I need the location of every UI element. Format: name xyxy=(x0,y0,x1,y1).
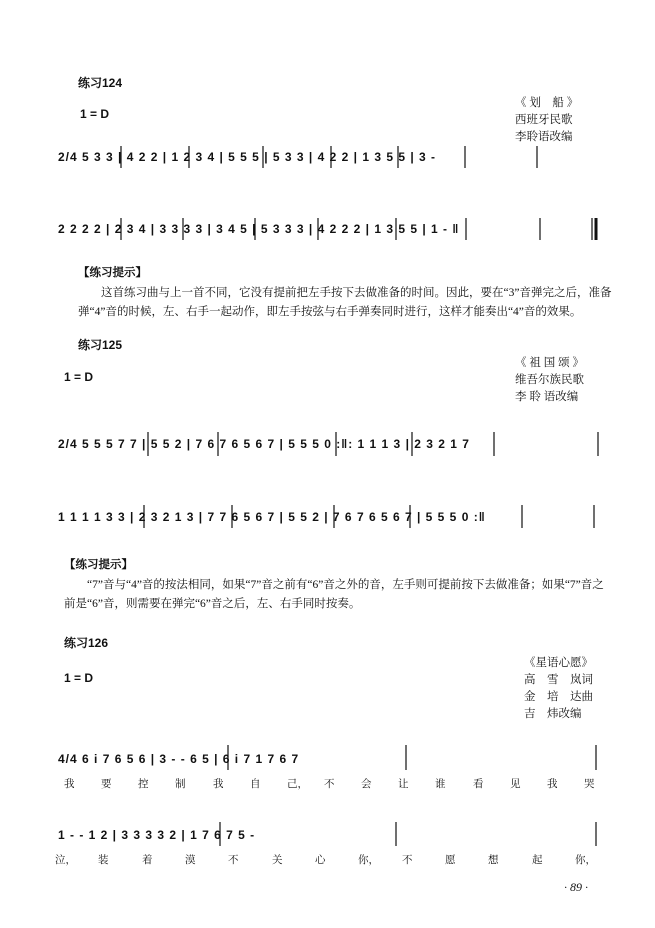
exercise-126-staff-line-1: 4/4 6 i 7 6 5 6 | 3 - - 6 5 | 6 i 7 1 7 6 7 xyxy=(58,752,300,766)
credit-arranger: 李聆语改编 xyxy=(515,131,573,143)
page-number: · 89 · xyxy=(564,880,588,894)
exercise-125-tips-heading: 【练习提示】 xyxy=(64,559,133,571)
lyric-syllable: 你， xyxy=(358,855,379,866)
lyric-syllable: 着 xyxy=(142,855,153,866)
credit-arranger: 吉 炜改编 xyxy=(524,708,582,720)
lyric-syllable: 己， xyxy=(287,779,308,790)
lyric-syllable: 哭 xyxy=(584,779,595,790)
lyric-syllable: 心 xyxy=(315,855,326,866)
exercise-125-staff-line-2: 1 1 1 1 3 3 | 2 3 2 1 3 | 7 7 6 5 6 7 | 5 5 2 | 7 6 7 6 5 6 7 | 5 5 5 0 :‖ xyxy=(58,510,486,524)
lyric-syllable: 我 xyxy=(547,779,558,790)
lyric-syllable: 不 xyxy=(324,779,335,790)
credit-origin: 西班牙民歌 xyxy=(515,114,573,126)
lyric-syllable: 控 xyxy=(138,779,149,790)
lyric-syllable: 想 xyxy=(488,855,499,866)
lyric-syllable: 会 xyxy=(361,779,372,790)
exercise-124-title: 练习124 xyxy=(78,76,123,90)
lyric-syllable: 不 xyxy=(402,855,413,866)
exercise-124-tips-text: 这首练习曲与上一首不同，它没有提前把左手按下去做准备的时间。因此，要在“3”音弹完之后，准备弹“4”音的时候，左、右手一起动作，即左手按弦与右手弹奏同时进行，这样才能奏出“4”音的效果。 xyxy=(78,287,612,318)
lyric-syllable: 关 xyxy=(272,855,283,866)
lyric-syllable: 愿 xyxy=(445,855,456,866)
lyric-syllable: 漠 xyxy=(185,855,196,866)
credit-title: 《 划 船 》 xyxy=(515,97,579,109)
lyric-syllable: 谁 xyxy=(435,779,446,790)
lyric-syllable: 泣， xyxy=(55,855,76,866)
exercise-126-staff-line-2: 1 - - 1 2 | 3 3 3 3 2 | 1 7 6 7 5 - xyxy=(58,828,256,842)
credit-title: 《星语心愿》 xyxy=(524,657,593,669)
exercise-125-staff-line-1: 2/4 5 5 5 7 7 | 5 5 2 | 7 6 7 6 5 6 7 | 5 5 5 0 :‖: 1 1 1 3 | 2 3 2 1 7 xyxy=(58,437,470,451)
exercise-125-tips-text: “7”音与“4”音的按法相同，如果“7”音之前有“6”音之外的音，左手则可提前按下去做准备；如果“7”音之前是“6”音，则需要在弹完“6”音之后，左、右手同时按奏。 xyxy=(64,579,604,610)
lyric-syllable: 看 xyxy=(473,779,484,790)
exercise-125-title: 练习125 xyxy=(78,338,123,352)
exercise-126-key: 1 = D xyxy=(64,671,94,685)
credit-title: 《 祖 国 颂 》 xyxy=(515,357,584,369)
credit-arranger: 李 聆 语改编 xyxy=(515,391,579,403)
credit-origin: 维吾尔族民歌 xyxy=(515,374,584,386)
exercise-125-key: 1 = D xyxy=(64,370,94,384)
lyric-syllable: 我 xyxy=(64,779,75,790)
lyric-syllable: 你， xyxy=(575,855,596,866)
credit-composer: 金 培 达曲 xyxy=(524,691,593,703)
exercise-124-staff-line-2: 2 2 2 2 | 2 3 4 | 3 3 3 3 | 3 4 5 | 5 3 3 3 | 4 2 2 2 | 1 3 5 5 | 1 - ‖ xyxy=(58,222,460,236)
lyric-syllable: 让 xyxy=(398,779,409,790)
exercise-126-title: 练习126 xyxy=(64,636,109,650)
lyric-syllable: 自 xyxy=(250,779,261,790)
lyric-syllable: 要 xyxy=(101,779,112,790)
lyric-syllable: 装 xyxy=(98,855,109,866)
lyric-syllable: 制 xyxy=(175,779,186,790)
exercise-124-key: 1 = D xyxy=(80,107,110,121)
lyric-syllable: 见 xyxy=(510,779,521,790)
lyric-syllable: 我 xyxy=(213,779,224,790)
credit-lyricist: 高 雪 岚词 xyxy=(524,674,593,686)
exercise-124-staff-line-1: 2/4 5 3 3 | 4 2 2 | 1 2 3 4 | 5 5 5 | 5 3 3 | 4 2 2 | 1 3 5 5 | 3 - xyxy=(58,150,437,164)
lyric-syllable: 不 xyxy=(228,855,239,866)
lyric-syllable: 起 xyxy=(532,855,543,866)
exercise-124-tips-heading: 【练习提示】 xyxy=(78,267,147,279)
